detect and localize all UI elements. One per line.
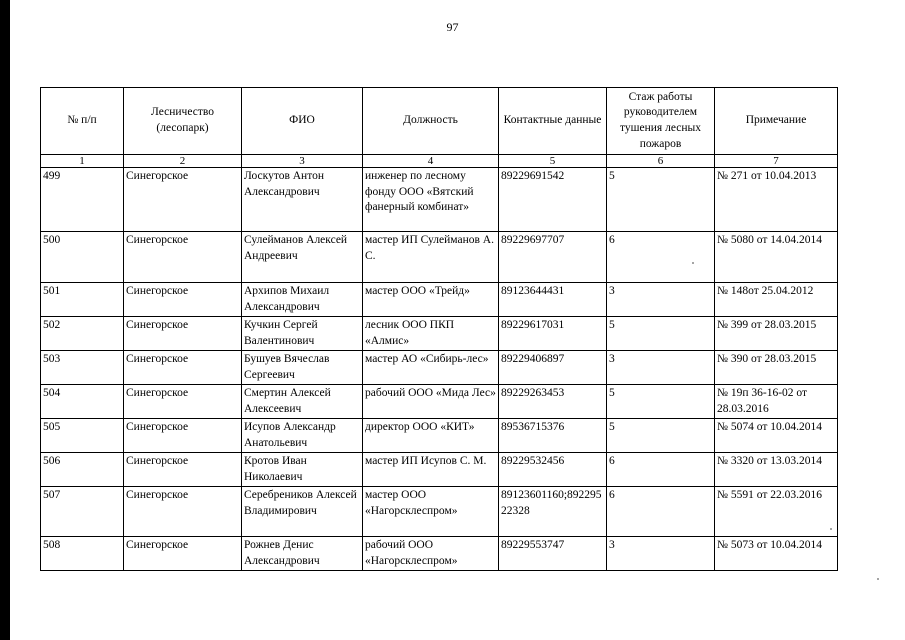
cell-position: рабочий ООО «Мида Лес» <box>363 385 499 419</box>
table-row <box>41 487 838 537</box>
cell-position: мастер АО «Сибирь-лес» <box>363 351 499 385</box>
cell-experience: 6 <box>607 232 715 283</box>
cell-number: 507 <box>41 487 124 537</box>
cell-position: мастер ООО «Трейд» <box>363 283 499 317</box>
cell-number: 502 <box>41 317 124 351</box>
cell-contacts: 89229263453 <box>499 385 607 419</box>
header-contacts: Контактные данные <box>499 88 607 155</box>
cell-note: № 271 от 10.04.2013 <box>715 168 838 232</box>
cell-full-name: Серебреников Алексей Владимирович <box>242 487 363 537</box>
header-full-name: ФИО <box>242 88 363 155</box>
scan-edge-bar <box>0 0 10 640</box>
cell-contacts: 89229532456 <box>499 453 607 487</box>
column-number-row <box>41 155 838 168</box>
table-row <box>41 453 838 487</box>
cell-position: рабочий ООО «Нагорсклеспром» <box>363 537 499 571</box>
cell-full-name: Кротов Иван Николаевич <box>242 453 363 487</box>
scan-speck <box>692 262 694 264</box>
column-number: 7 <box>715 155 838 168</box>
cell-contacts: 89536715376 <box>499 419 607 453</box>
cell-forestry: Синегорское <box>124 419 242 453</box>
cell-number: 499 <box>41 168 124 232</box>
cell-position: мастер ИП Сулейманов А. С. <box>363 232 499 283</box>
cell-experience: 3 <box>607 283 715 317</box>
cell-experience: 6 <box>607 453 715 487</box>
cell-position: инженер по лесному фонду ООО «Вятский фанерный комбинат» <box>363 168 499 232</box>
cell-forestry: Синегорское <box>124 283 242 317</box>
cell-note: № 148от 25.04.2012 <box>715 283 838 317</box>
cell-number: 500 <box>41 232 124 283</box>
cell-position: мастер ИП Исупов С. М. <box>363 453 499 487</box>
table-row <box>41 168 838 232</box>
cell-forestry: Синегорское <box>124 537 242 571</box>
cell-note: № 5080 от 14.04.2014 <box>715 232 838 283</box>
column-number: 4 <box>363 155 499 168</box>
column-number: 1 <box>41 155 124 168</box>
cell-full-name: Рожнев Денис Александрович <box>242 537 363 571</box>
header-number: № п/п <box>41 88 124 155</box>
cell-note: № 399 от 28.03.2015 <box>715 317 838 351</box>
cell-forestry: Синегорское <box>124 487 242 537</box>
cell-contacts: 89123601160;89229522328 <box>499 487 607 537</box>
table-row <box>41 385 838 419</box>
cell-full-name: Исупов Александр Анатольевич <box>242 419 363 453</box>
cell-full-name: Архипов Михаил Александрович <box>242 283 363 317</box>
column-number: 6 <box>607 155 715 168</box>
cell-forestry: Синегорское <box>124 453 242 487</box>
fire-manager-registry-table <box>40 87 838 571</box>
cell-position: директор ООО «КИТ» <box>363 419 499 453</box>
cell-experience: 3 <box>607 351 715 385</box>
table-row <box>41 419 838 453</box>
header-position: Должность <box>363 88 499 155</box>
cell-number: 503 <box>41 351 124 385</box>
cell-contacts: 89229553747 <box>499 537 607 571</box>
cell-experience: 5 <box>607 317 715 351</box>
table-row <box>41 351 838 385</box>
cell-experience: 6 <box>607 487 715 537</box>
page-number: 97 <box>446 20 459 34</box>
cell-note: № 5073 от 10.04.2014 <box>715 537 838 571</box>
column-number: 5 <box>499 155 607 168</box>
cell-contacts: 89123644431 <box>499 283 607 317</box>
scan-speck <box>877 578 879 580</box>
table-row <box>41 537 838 571</box>
header-experience: Стаж работы руководителем тушения лесных пожаров <box>607 88 715 155</box>
cell-forestry: Синегорское <box>124 351 242 385</box>
cell-full-name: Смертин Алексей Алексеевич <box>242 385 363 419</box>
cell-contacts: 89229406897 <box>499 351 607 385</box>
cell-full-name: Лоскутов Антон Александрович <box>242 168 363 232</box>
cell-number: 506 <box>41 453 124 487</box>
cell-note: № 5591 от 22.03.2016 <box>715 487 838 537</box>
cell-experience: 5 <box>607 168 715 232</box>
cell-number: 504 <box>41 385 124 419</box>
cell-forestry: Синегорское <box>124 385 242 419</box>
column-number: 2 <box>124 155 242 168</box>
cell-experience: 5 <box>607 385 715 419</box>
table-row <box>41 317 838 351</box>
cell-contacts: 89229697707 <box>499 232 607 283</box>
column-number: 3 <box>242 155 363 168</box>
cell-number: 508 <box>41 537 124 571</box>
cell-position: лесник ООО ПКП «Алмис» <box>363 317 499 351</box>
cell-contacts: 89229691542 <box>499 168 607 232</box>
cell-note: № 5074 от 10.04.2014 <box>715 419 838 453</box>
cell-note: № 19п 36-16-02 от 28.03.2016 <box>715 385 838 419</box>
cell-number: 501 <box>41 283 124 317</box>
cell-experience: 5 <box>607 419 715 453</box>
cell-full-name: Бушуев Вячеслав Сергеевич <box>242 351 363 385</box>
scan-speck <box>830 528 832 530</box>
cell-note: № 3320 от 13.03.2014 <box>715 453 838 487</box>
cell-note: № 390 от 28.03.2015 <box>715 351 838 385</box>
cell-number: 505 <box>41 419 124 453</box>
cell-experience: 3 <box>607 537 715 571</box>
cell-forestry: Синегорское <box>124 232 242 283</box>
table-header-row <box>41 88 838 155</box>
cell-full-name: Кучкин Сергей Валентинович <box>242 317 363 351</box>
cell-forestry: Синегорское <box>124 317 242 351</box>
cell-position: мастер ООО «Нагорсклеспром» <box>363 487 499 537</box>
table-row <box>41 232 838 283</box>
cell-forestry: Синегорское <box>124 168 242 232</box>
cell-full-name: Сулейманов Алексей Андреевич <box>242 232 363 283</box>
header-note: Примечание <box>715 88 838 155</box>
table-row <box>41 283 838 317</box>
cell-contacts: 89229617031 <box>499 317 607 351</box>
header-forestry: Лесничество (лесопарк) <box>124 88 242 155</box>
